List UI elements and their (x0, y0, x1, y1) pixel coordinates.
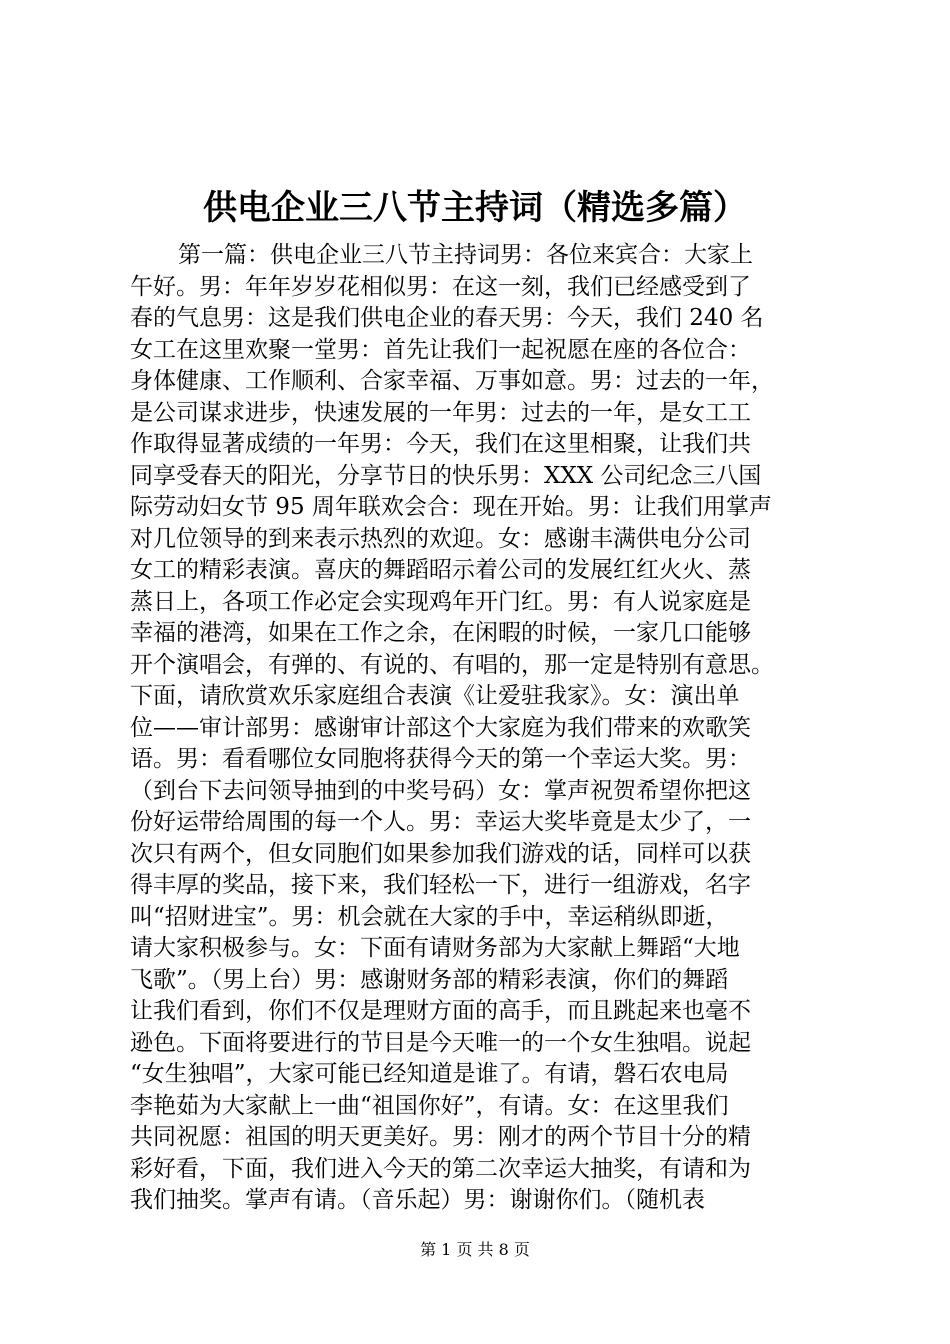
body-line: 我们抽奖。掌声有请。（音乐起）男：谢谢你们。（随机表 (130, 1187, 705, 1213)
body-line: 位——审计部男：感谢审计部这个大家庭为我们带来的欢歌笑 (130, 714, 751, 741)
body-line: 蒸日上，各项工作必定会实现鸡年开门红。男：有人说家庭是 (130, 588, 751, 615)
body-line: 春的气息男：这是我们供电企业的春天男：今天，我们 240 名 (130, 305, 764, 331)
body-line: 请大家积极参与。女：下面有请财务部为大家献上舞蹈“大地 (130, 935, 740, 961)
page-number-footer: 第 1 页 共 8 页 (420, 1240, 530, 1259)
body-line: 午好。男：年年岁岁花相似男：在这一刻，我们已经感受到了 (130, 273, 751, 300)
body-line: 幸福的港湾，如果在工作之余，在闲暇的时候，一家几口能够 (130, 620, 751, 646)
body-line: 叫“招财进宝”。男：机会就在大家的手中，幸运稍纵即逝， (130, 903, 729, 930)
body-line: 身体健康、工作顺利、合家幸福、万事如意。男：过去的一年， (130, 368, 774, 394)
body-line: 下面，请欣赏欢乐家庭组合表演《让爱驻我家》。女：演出单 (130, 683, 740, 709)
body-line: 同享受春天的阳光，分享节日的快乐男：XXX 公司纪念三八国 (130, 462, 762, 489)
body-line: 次只有两个，但女同胞们如果参加我们游戏的话，同样可以获 (130, 840, 751, 867)
body-line: 份好运带给周围的每一个人。男：幸运大奖毕竟是太少了，一 (130, 809, 751, 835)
body-line: 让我们看到，你们不仅是理财方面的高手，而且跳起来也毫不 (130, 998, 751, 1024)
body-line: 得丰厚的奖品，接下来，我们轻松一下，进行一组游戏，名字 (130, 872, 751, 898)
body-line: “女生独唱”，大家可能已经知道是谁了。有请，磐石农电局 (130, 1061, 729, 1087)
body-line: 女工的精彩表演。喜庆的舞蹈昭示着公司的发展红红火火、蒸 (130, 557, 751, 583)
document-body (130, 240, 860, 1217)
body-line: 飞歌”。（男上台）男：感谢财务部的精彩表演，你们的舞蹈 (130, 966, 729, 993)
body-line: （到台下去问领导抽到的中奖号码）女：掌声祝贺希望你把这 (130, 777, 751, 804)
body-line: 是公司谋求进步，快速发展的一年男：过去的一年，是女工工 (130, 399, 751, 426)
body-line: 彩好看，下面，我们进入今天的第二次幸运大抽奖，有请和为 (130, 1155, 751, 1182)
body-line: 女工在这里欢聚一堂男：首先让我们一起祝愿在座的各位合： (130, 336, 751, 363)
body-line: 李艳茹为大家献上一曲“祖国你好”，有请。女：在这里我们 (130, 1092, 729, 1119)
document-title: 供电企业三八节主持词（精选多篇） (203, 188, 747, 228)
body-line: 共同祝愿：祖国的明天更美好。男：刚才的两个节目十分的精 (130, 1124, 751, 1150)
body-line: 逊色。下面将要进行的节目是今天唯一的一个女生独唱。说起 (130, 1029, 751, 1056)
body-line: 对几位领导的到来表示热烈的欢迎。女：感谢丰满供电分公司 (130, 525, 751, 552)
body-line: 开个演唱会，有弹的、有说的、有唱的，那一定是特别有意思。 (130, 651, 774, 678)
body-line: 第一篇：供电企业三八节主持词男：各位来宾合：大家上 (178, 242, 753, 268)
body-line: 语。男：看看哪位女同胞将获得今天的第一个幸运大奖。男： (130, 746, 751, 772)
body-line: 作取得显著成绩的一年男：今天，我们在这里相聚，让我们共 (130, 431, 751, 457)
body-line: 际劳动妇女节 95 周年联欢会合：现在开始。男：让我们用掌声 (130, 494, 772, 520)
